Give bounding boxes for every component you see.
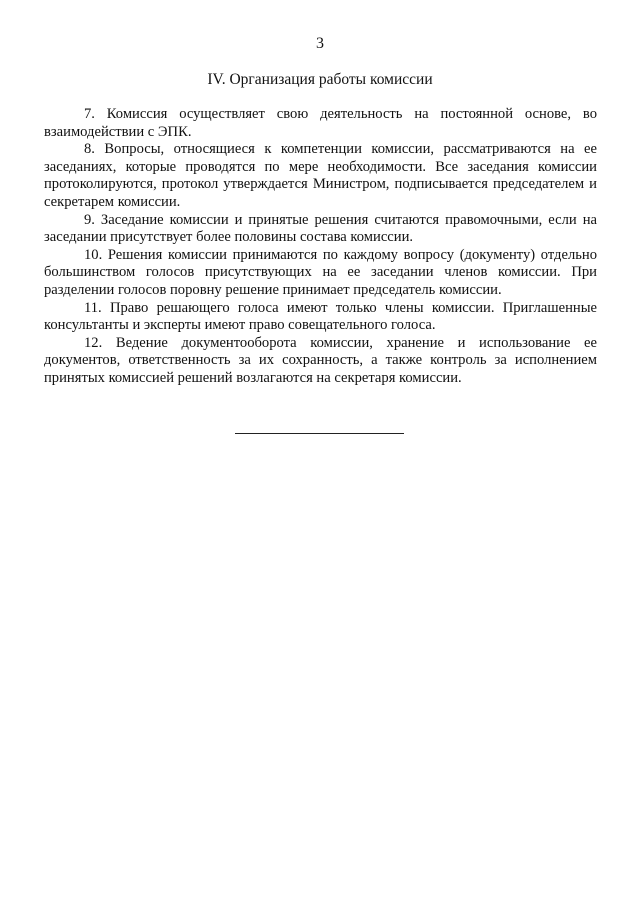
paragraph-12: 12. Ведение документооборота комиссии, хранение и использование ее документов, ответственность за их сохранность, а также контроль за исполнением принятых комиссией решений возлагаются на секретаря комиссии. bbox=[44, 334, 597, 386]
paragraph-10: 10. Решения комиссии принимаются по каждому вопросу (документу) отдельно большинством голосов присутствующих на ее заседании членов комиссии. При разделении голосов поровну решение принимает председатель комиссии. bbox=[44, 246, 597, 298]
paragraph-11: 11. Право решающего голоса имеют только члены комиссии. Приглашенные консультанты и эксперты имеют право совещательного голоса. bbox=[44, 299, 597, 334]
document-body bbox=[44, 106, 597, 388]
paragraph-8: 8. Вопросы, относящиеся к компетенции комиссии, рассматриваются на ее заседаниях, которые проводятся по мере необходимости. Все заседания комиссии протоколируются, протокол утверждается Министром, подписывается председателем и секретарем комиссии. bbox=[44, 141, 597, 210]
end-rule bbox=[235, 433, 404, 434]
page-number: 3 bbox=[316, 35, 324, 52]
paragraph-7: 7. Комиссия осуществляет свою деятельность на постоянной основе, во взаимодействии с ЭПК. bbox=[44, 106, 597, 140]
paragraph-9: 9. Заседание комиссии и принятые решения считаются правомочными, если на заседании присутствует более половины состава комиссии. bbox=[44, 211, 597, 246]
section-title: IV. Организация работы комиссии bbox=[207, 71, 433, 88]
